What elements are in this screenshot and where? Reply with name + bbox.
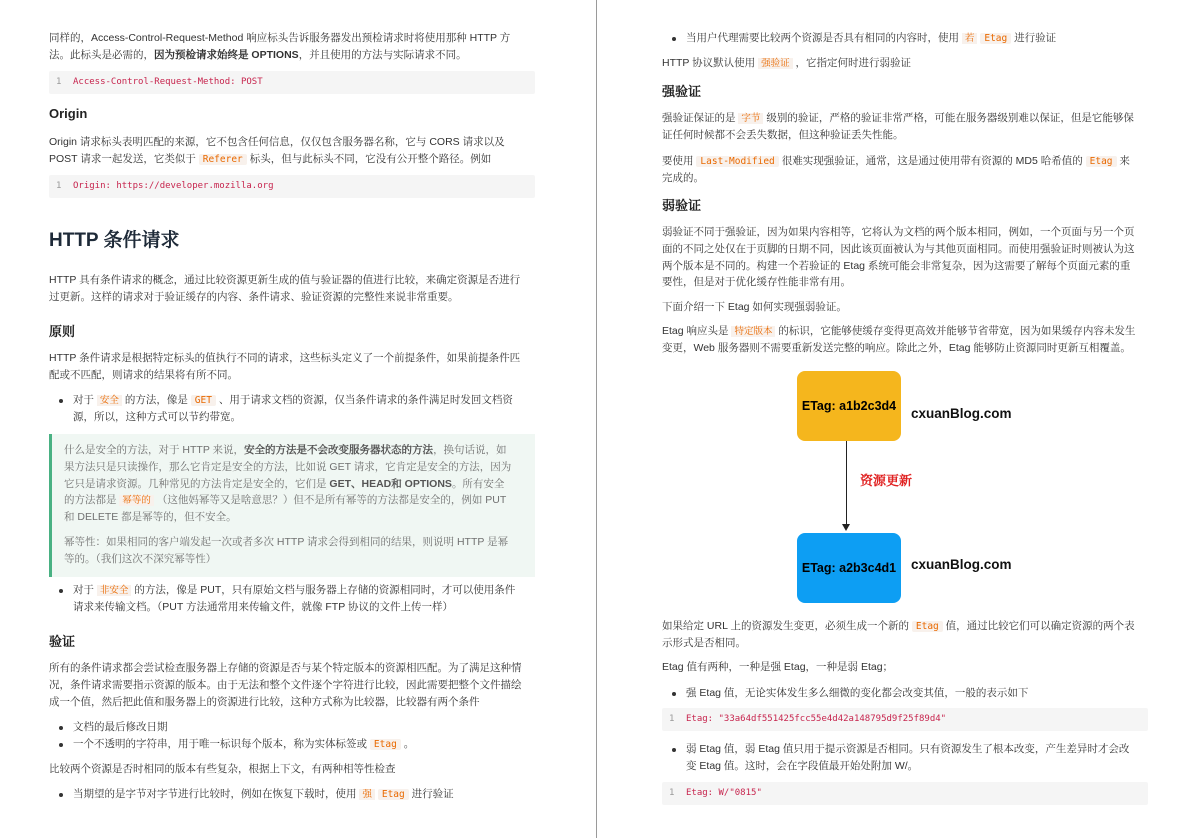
get-code: GET bbox=[191, 395, 216, 406]
text: 当期望的是字节对字节进行比较时，例如在恢复下载时，使用 bbox=[73, 788, 360, 800]
weak-paragraph bbox=[662, 224, 1135, 291]
strong-paragraph bbox=[662, 110, 1134, 144]
text: 源，所以，这种方式可以节约带宽。 bbox=[73, 410, 241, 423]
strong-paragraph-2 bbox=[662, 153, 1130, 187]
text: 值，通过比较它们可以确定资源的两个表 bbox=[942, 620, 1135, 632]
etag-box-new bbox=[797, 533, 901, 603]
text: 进行验证 bbox=[1011, 32, 1057, 44]
update-arrow-head bbox=[842, 524, 850, 531]
text: 示形式是否相同。 bbox=[662, 636, 746, 649]
text: 来 bbox=[1116, 155, 1130, 167]
text: HTTP 协议默认使用 bbox=[662, 57, 759, 69]
intro-weak-paragraph: 下面介绍一下 Etag 如何实现强弱验证。 bbox=[662, 301, 847, 313]
code-block-3 bbox=[662, 708, 1148, 731]
text: 果方法只是只读操作，那么它肯定是安全的方法，比如说 GET 请求，它肯定是安全的方法，因为 bbox=[64, 460, 512, 473]
list-item bbox=[662, 30, 1148, 47]
text: 弱 Etag 值，弱 Etag 值只用于提示资源是否相同。只有资源发生了根本改变，产生差异时才会改 bbox=[686, 743, 1130, 755]
text: 如果给定 URL 上的资源发生变更，必须生成一个新的 bbox=[662, 620, 912, 632]
text: 两个版本是不同的。构建一个若验证的 Etag 系统可能会非常复杂，因为这需要了解每个页面元素的重 bbox=[662, 259, 1131, 272]
conditional-paragraph bbox=[49, 272, 520, 306]
text: Etag 响应头是 bbox=[662, 325, 732, 337]
note-block bbox=[49, 434, 535, 577]
cond-line2: 过更新。这样的请求对于验证缓存的内容、条件请求、验证资源的完整性来说非常重要。 bbox=[49, 290, 459, 303]
text: 很难实现强验证，通常，这是通过使用带有资源的 MD5 哈希值的 bbox=[778, 155, 1086, 167]
line-number: 1 bbox=[669, 714, 675, 725]
note-bold: 安全的方法是不会改变服务器状态的方法 bbox=[244, 444, 434, 456]
note-bold: GET、HEAD和 OPTIONS bbox=[329, 477, 452, 490]
etag-paragraph bbox=[662, 323, 1135, 357]
text: 面的不同之处仅在于页脚的日期不同，因此该页面被认为与其他页面相同。而使用强验证时则被认为这 bbox=[662, 242, 1135, 255]
text: 文档的最后修改日期 bbox=[73, 721, 168, 733]
etag-code: Etag bbox=[1086, 156, 1117, 167]
principle-heading: 原则 bbox=[49, 324, 76, 339]
highlight-strong-validation: 强验证 bbox=[758, 58, 793, 69]
intro-line1: 同样的，Access-Control-Request-Method 响应标头告诉服务器发出预检请求时将使用那种 HTTP 方 bbox=[49, 32, 511, 44]
text: 。所有安全 bbox=[451, 477, 505, 490]
text: 和 DELETE 都是幂等的，但不安全。 bbox=[64, 511, 237, 524]
code-block-1 bbox=[49, 71, 535, 94]
blog-label-bottom: cxuanBlog.com bbox=[911, 557, 1012, 572]
text: 变更，Web 服务器则不需要重新发送完整的响应。除此之外，Etag 能够防止资源同时更新互相覆盖。 bbox=[662, 341, 1131, 354]
verify-heading: 验证 bbox=[49, 634, 76, 649]
text: 强验证保证的是 bbox=[662, 112, 739, 124]
text: 要使用 bbox=[662, 155, 697, 167]
text: （这他妈幂等又是啥意思？）但不是所有幂等的方法都是安全的，例如 PUT bbox=[153, 494, 507, 507]
text: 进行验证 bbox=[408, 788, 454, 800]
list-item bbox=[49, 736, 535, 753]
text: 对于 bbox=[73, 584, 97, 596]
etag-old-label: ETag: a1b2c3d4 bbox=[801, 399, 897, 413]
etag-code: Etag bbox=[370, 739, 401, 750]
highlight-safe: 安全 bbox=[97, 395, 122, 406]
text: 的方法，像是 PUT，只有原始文档与服务器上存储的资源相同时，才可以使用条件 bbox=[131, 584, 516, 596]
strong-heading: 强验证 bbox=[662, 84, 702, 99]
cond-line1: HTTP 具有条件请求的概念，通过比较资源更新生成的值与验证器的值进行比较，来确定资源是否进行 bbox=[49, 274, 521, 286]
text: 的方法，像是 bbox=[121, 394, 191, 406]
text: 强 Etag 值，无论实体发生多么细微的变化都会改变其值，一般的表示如下 bbox=[686, 687, 1029, 699]
line-number: 1 bbox=[669, 788, 675, 799]
text: 。 bbox=[400, 738, 415, 750]
highlight-version: 特定版本 bbox=[731, 326, 775, 337]
update-arrow-line bbox=[846, 441, 847, 525]
list-item bbox=[49, 719, 535, 736]
line-number: 1 bbox=[56, 181, 62, 192]
principle-line1: HTTP 条件请求是根据特定标头的值执行不同的请求，这些标头定义了一个前提条件，如果前提条件匹 bbox=[49, 352, 521, 364]
highlight-idempotent: 幂等的 bbox=[119, 495, 154, 506]
text: 、用于请求文档的资源，仅当条件请求的条件满足时发回文档资 bbox=[215, 394, 513, 406]
highlight-strong: 强 bbox=[359, 789, 375, 800]
blog-label-top: cxuanBlog.com bbox=[911, 406, 1012, 421]
list-item bbox=[49, 786, 535, 803]
text: 完成的。 bbox=[662, 171, 704, 184]
code-text: Etag: W/"0815" bbox=[686, 788, 762, 799]
etag-code: Etag bbox=[912, 621, 943, 632]
page-divider bbox=[596, 0, 597, 838]
text: 要性，但是对于优化缓存性能非常有用。 bbox=[662, 276, 851, 289]
origin-line2b: 标头，但与此标头不同，它没有公开整个路径。例如 bbox=[246, 152, 492, 165]
weak-heading: 弱验证 bbox=[662, 198, 702, 213]
text: 什么是安全的方法，对于 HTTP 来说， bbox=[64, 444, 245, 456]
list-item bbox=[49, 582, 535, 616]
origin-line1: Origin 请求标头表明匹配的来源，它不包含任何信息，仅仅包含服务器名称，它与 CORS 请求以及 bbox=[49, 136, 505, 148]
code-block-4 bbox=[662, 782, 1148, 805]
code-text: Etag: "33a64df551425fcc55e4d42a148795d9f25f89d4" bbox=[686, 714, 947, 725]
last-modified-code: Last-Modified bbox=[696, 156, 778, 167]
text: 对于 bbox=[73, 394, 97, 406]
etag-box-old bbox=[797, 371, 901, 441]
intro-line2b: ，并且使用的方法与实际请求不同。 bbox=[298, 48, 467, 61]
principle-paragraph bbox=[49, 350, 520, 384]
list-item bbox=[662, 685, 1148, 702]
list-item bbox=[49, 392, 535, 426]
list-item bbox=[662, 741, 1148, 775]
origin-paragraph bbox=[49, 134, 505, 168]
text: 当用户代理需要比较两个资源是否具有相同的内容时，使用 bbox=[686, 32, 962, 44]
etag-new-label: ETag: a2b3c4d1 bbox=[801, 561, 897, 575]
highlight-unsafe: 非安全 bbox=[97, 585, 132, 596]
url-paragraph bbox=[662, 618, 1135, 652]
text: 况，条件请求需要指示资源的版本。由于无法和整个文件逐个字符进行比较，因此需要把整个文件描绘 bbox=[49, 678, 522, 691]
two-types-paragraph: Etag 值有两种，一种是强 Etag，一种是弱 Etag； bbox=[662, 661, 894, 673]
text: 变 Etag 值。这时，会在字段值最开始处附加 W/。 bbox=[686, 759, 919, 772]
etag-code: Etag bbox=[980, 33, 1011, 44]
text: ，它指定何时进行弱验证 bbox=[792, 57, 911, 69]
compare-paragraph: 比较两个资源是否时相同的版本有些复杂，根据上下文，有两种相等性检查 bbox=[49, 763, 396, 775]
section-title: HTTP 条件请求 bbox=[49, 230, 180, 251]
highlight-weak: 若 bbox=[962, 33, 978, 44]
text: 的标识，它能够使缓存变得更高效并能够节省带宽，因为如果缓存内容未发生 bbox=[775, 325, 1136, 337]
origin-heading: Origin bbox=[49, 106, 88, 121]
default-paragraph bbox=[662, 55, 911, 72]
note-idempotency bbox=[64, 534, 523, 568]
principle-line2: 配或不匹配，则请求的结果将有所不同。 bbox=[49, 368, 238, 381]
origin-line2a: POST 请求一起发送，它类似于 bbox=[49, 152, 199, 165]
text: 一个不透明的字符串，用于唯一标识每个版本，称为实体标签或 bbox=[73, 738, 370, 750]
text: 证任何时候都不会丢失数据，但这种验证丢失性能。 bbox=[662, 128, 904, 141]
text: 的方法都是 bbox=[64, 494, 120, 507]
highlight-byte: 字节 bbox=[738, 113, 763, 124]
etag-code: Etag bbox=[378, 789, 409, 800]
intro-line2a: 法。此标头是必需的， bbox=[49, 48, 154, 61]
text: 成一个值，然后把此值和服务器上的资源进行比较，这种方式称为比较器，比较器有两个条件 bbox=[49, 695, 480, 708]
intro-paragraph bbox=[49, 30, 510, 64]
text: 级别的验证，严格的验证非常严格，可能在服务器级别难以保证，但是它能够保 bbox=[763, 112, 1134, 124]
code-text: Access-Control-Request-Method: POST bbox=[73, 77, 263, 88]
text: 弱验证不同于强验证，因为如果内容相等，它将认为文档的两个版本相同，例如，一个页面与另一个页 bbox=[662, 226, 1135, 238]
verify-paragraph bbox=[49, 660, 522, 710]
intro-bold: 因为预检请求始终是 OPTIONS bbox=[154, 48, 299, 61]
text: ，换句话说，如 bbox=[433, 444, 507, 456]
text: 它只是请求资源。几种常见的方法肯定是安全的，它们是 bbox=[64, 477, 330, 490]
code-block-2 bbox=[49, 175, 535, 198]
text: 所有的条件请求都会尝试检查服务器上存储的资源是否与某个特定版本的资源相匹配。为了满足这种情 bbox=[49, 662, 522, 674]
code-text: Origin: https://developer.mozilla.org bbox=[73, 181, 274, 192]
text: 幂等性：如果相同的客户端发起一次或者多次 HTTP 请求会得到相同的结果，则说明 HTTP 是幂 bbox=[64, 535, 509, 548]
referer-code: Referer bbox=[199, 154, 247, 165]
text: 请求来传输文档。（PUT 方法通常用来传输文件，就像 FTP 协议的文件上传一样） bbox=[73, 600, 453, 613]
update-label: 资源更新 bbox=[860, 473, 913, 488]
text: 等的。（我们这次不深究幂等性） bbox=[64, 552, 217, 565]
line-number: 1 bbox=[56, 77, 62, 88]
